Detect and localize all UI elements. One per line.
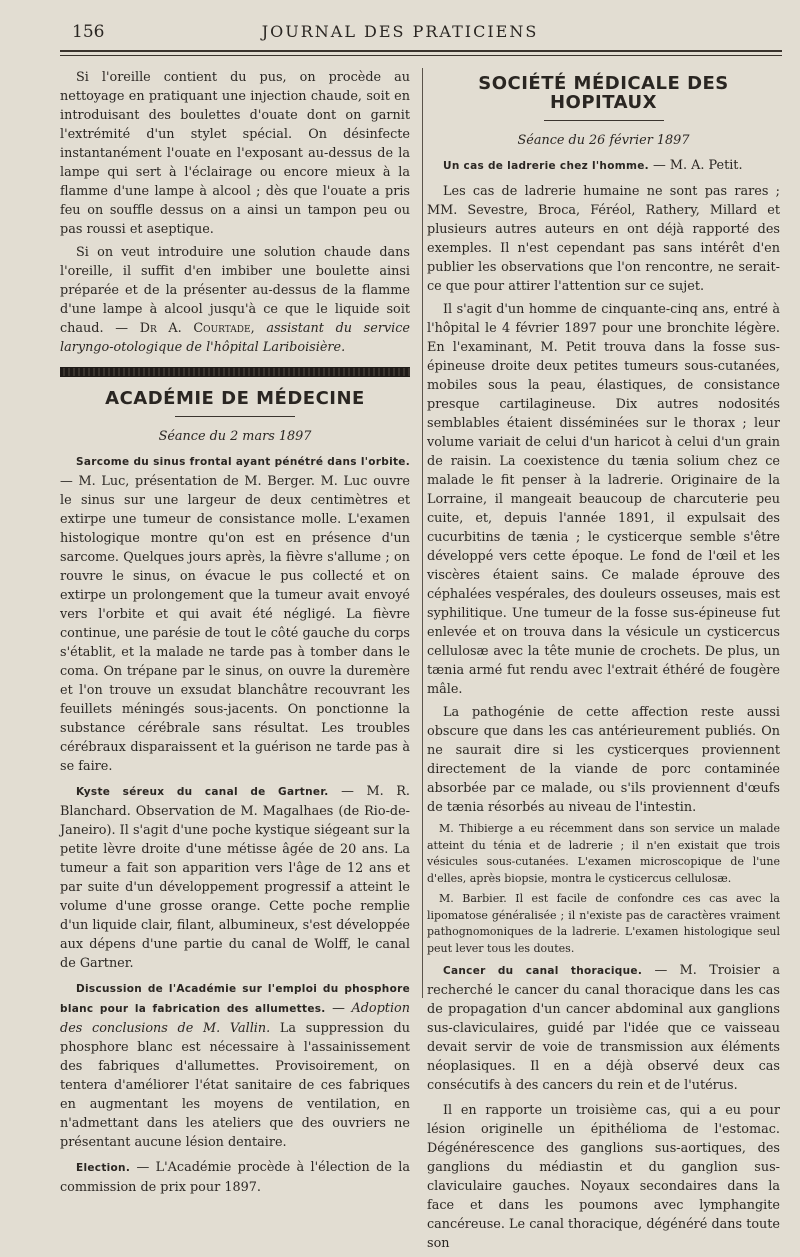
article: [60, 452, 410, 776]
session-date: Séance du 2 mars 1897: [158, 429, 312, 444]
section-separator: [60, 367, 410, 377]
article-heading: Sarcome du sinus frontal ayant pénétré dans l'orbite.: [76, 456, 410, 468]
paragraph: Il en rapporte un troisième cas, qui a eu pour lésion originelle un épithélioma de l'estomac. Dégénérescence des ganglions sus-aortiques, des ganglions du médiastin et du ganglion sus-claviculaire gauches. Noyaux secondaires dans la face et dans les poumons avec lymphangite cancéreuse. Le canal thoracique, dégénéré dans toute son: [427, 1103, 780, 1251]
article-subheading: — Adoption des conclusions de M. Vallin.: [60, 1001, 410, 1036]
article-author: — M. A. Petit.: [652, 158, 743, 173]
header-rule: [60, 50, 782, 56]
paragraph: Les cas de ladrerie humaine ne sont pas rares ; MM. Sevestre, Broca, Féréol, Rathery, Millard et plusieurs autres auteurs en ont déjà rapporté des exemples. Il n'est cependant pas sans intérêt d'en publier les observations que l'on rencontre, ne serait-ce que pour attirer l'attention sur ce sujet.: [427, 184, 780, 294]
article-body: La suppression du phosphore blanc est nécessaire à l'assainissement des fabriques d'allumettes. Provisoirement, on tentera d'améliorer l'état sanitaire de ces fabriques en augmentant les moyens de ventilation, en n'admettant dans les ateliers que des ouvriers ne présentant aucune lésion dentaire.: [60, 1021, 410, 1150]
article: [60, 782, 410, 973]
article-heading: Cancer du canal thoracique.: [443, 965, 643, 977]
title-underline: [544, 120, 664, 121]
right-column: [427, 68, 780, 1257]
article: [60, 1158, 410, 1197]
left-column: [60, 68, 410, 1203]
article-body: — L'Académie procède à l'élection de la commission de prix pour 1897.: [60, 1160, 410, 1195]
article-heading: Discussion de l'Académie sur l'emploi du phosphore blanc pour la fabrication des allumettes.: [60, 983, 410, 1015]
article: [427, 961, 780, 1095]
article-heading: Election.: [76, 1162, 131, 1174]
paragraph: La pathogénie de cette affection reste aussi obscure que dans les cas antérieurement publiés. On ne saurait dire si les cysticerques proviennent directement de la viande de porc contaminée absorbée par ce malade, ou s'ils proviennent d'œufs de tænia résorbés au niveau de l'intestin.: [427, 705, 780, 815]
remark: M. Barbier. Il est facile de confondre ces cas avec la lipomatose généralisée ; il n'existe pas de caractères vraiment pathognomoniques de la ladrerie. L'examen histologique seul peut lever tous les doutes.: [427, 892, 780, 955]
article: [60, 979, 410, 1152]
article-body: — M. Luc, présentation de M. Berger. M. Luc ouvre le sinus sur une largeur de deux centimètres et extirpe une tumeur de consistance molle. L'examen histologique montre qu'on est en présence d'un sarcome. Quelques jours après, la fièvre s'allume ; on rouvre le sinus, on évacue le pus collecté et on extirpe un prolongement que la tumeur avait envoyé vers l'orbite et qui avait été négligé. La fièvre continue, une parésie de tout le côté gauche du corps s'établit, et la malade ne tarde pas à tomber dans le coma. On trépane par le sinus, on ouvre la duremère et l'on trouve un exsudat blanchâtre recouvrant les feuillets méningés sous-jacents. On ponctionne la substance cérébrale sans résultat. Les troubles cérébraux disparaissent et la guérison ne tarde pas à se faire.: [60, 474, 410, 774]
section-title: SOCIÉTÉ MÉDICALE DES HOPITAUX: [478, 73, 729, 113]
title-underline: [175, 416, 295, 417]
remark: M. Thibierge a eu récemment dans son service un malade atteint du ténia et de ladrerie ; il n'en existait que trois vésicules sous-cutanées. L'examen microscopique de l'une d'elles, après biopsie, montra le cysticercus cellulosæ.: [427, 822, 780, 885]
article: [427, 156, 780, 176]
article-body: — M. R. Blanchard. Observation de M. Magalhaes (de Rio-de-Janeiro). Il s'agit d'une poche kystique siégeant sur la petite lèvre droite d'une métisse âgée de 20 ans. La tumeur a fait son apparition vers l'âge de 12 ans et par suite d'un développement progressif a atteint le volume d'une grosse orange. Cette poche remplie d'un liquide clair, filant, albumineux, s'est développée aux dépens d'une partie du canal de Wolff, le canal de Gartner.: [60, 784, 410, 971]
signature-name: Dr A. Courtade,: [139, 321, 255, 336]
article-heading: Kyste séreux du canal de Gartner.: [76, 786, 329, 798]
paragraph: [60, 243, 410, 357]
signature-title: assistant du service laryngo-otologique de l'hôpital Lariboisière.: [60, 321, 411, 355]
column-divider: [422, 68, 423, 998]
page-number: 156: [72, 22, 105, 42]
journal-title: JOURNAL DES PRATICIENS: [261, 22, 539, 41]
page-header: [0, 0, 800, 58]
session-date: Séance du 26 février 1897: [517, 133, 690, 148]
article-heading: Un cas de ladrerie chez l'homme.: [443, 160, 649, 172]
section-title: ACADÉMIE DE MÉDECINE: [105, 388, 365, 409]
paragraph: Il s'agit d'un homme de cinquante-cinq ans, entré à l'hôpital le 4 février 1897 pour une bronchite légère. En l'examinant, M. Petit trouva dans la fosse sus-épineuse droite deux petites tumeurs sous-cutanées, mobiles sous la peau, élastiques, de consistance presque cartilagineuse. Dix autres nodosités semblables étaient disséminées sur le thorax ; leur volume variait de celui d'un haricot à celui d'un grain de raisin. La coexistence du tænia solium chez ce malade le fit penser à la ladrerie. Originaire de la Lorraine, il mangeait beaucoup de charcuterie peu cuite, et, depuis l'année 1891, il expulsait des cucurbitins de tænia ; le cysticerque semble s'être développé vers cette époque. Le fond de l'œil et les viscères étaient sains. Ce malade éprouve des céphalées vespérales, des douleurs osseuses, mais est syphilitique. Une tumeur de la fosse sus-épineuse fut enlevée et on trouva dans la vésicule un cysticercus cellulosæ avec la tête munie de crochets. De plus, un tænia armé fut rendu avec l'extrait éthéré de fougère mâle.: [427, 302, 780, 697]
paragraph: Si l'oreille contient du pus, on procède au nettoyage en pratiquant une injection chaude, soit en introduisant des boulettes d'ouate dont on garnit l'extrémité d'un stylet spécial. On désinfecte instantanément l'ouate en l'exposant au-dessus de la lampe qui sert à l'éclairage ou encore mieux à la flamme d'une lampe à alcool ; dès que l'ouate a pris feu on souffle dessus on a ainsi un tampon peu ou pas roussi et aseptique.: [60, 70, 410, 237]
paragraph-text: Si on veut introduire une solution chaude dans l'oreille, il suffit d'en imbiber une boulette ainsi préparée et de la présenter au-dessus de la flamme d'une lampe à alcool jusqu'à ce que le liquide soit chaud. —: [60, 245, 410, 336]
article-body: — M. Troisier a recherché le cancer du canal thoracique dans les cas de propagation d'un cancer abdominal aux ganglions sus-claviculaires, guidé par l'idée que ce vaisseau devait servir de voie de transmission aux éléments néoplasiques. Il en a déjà observé deux cas consécutifs à des cancers du rein et de l'utérus.: [427, 963, 780, 1093]
